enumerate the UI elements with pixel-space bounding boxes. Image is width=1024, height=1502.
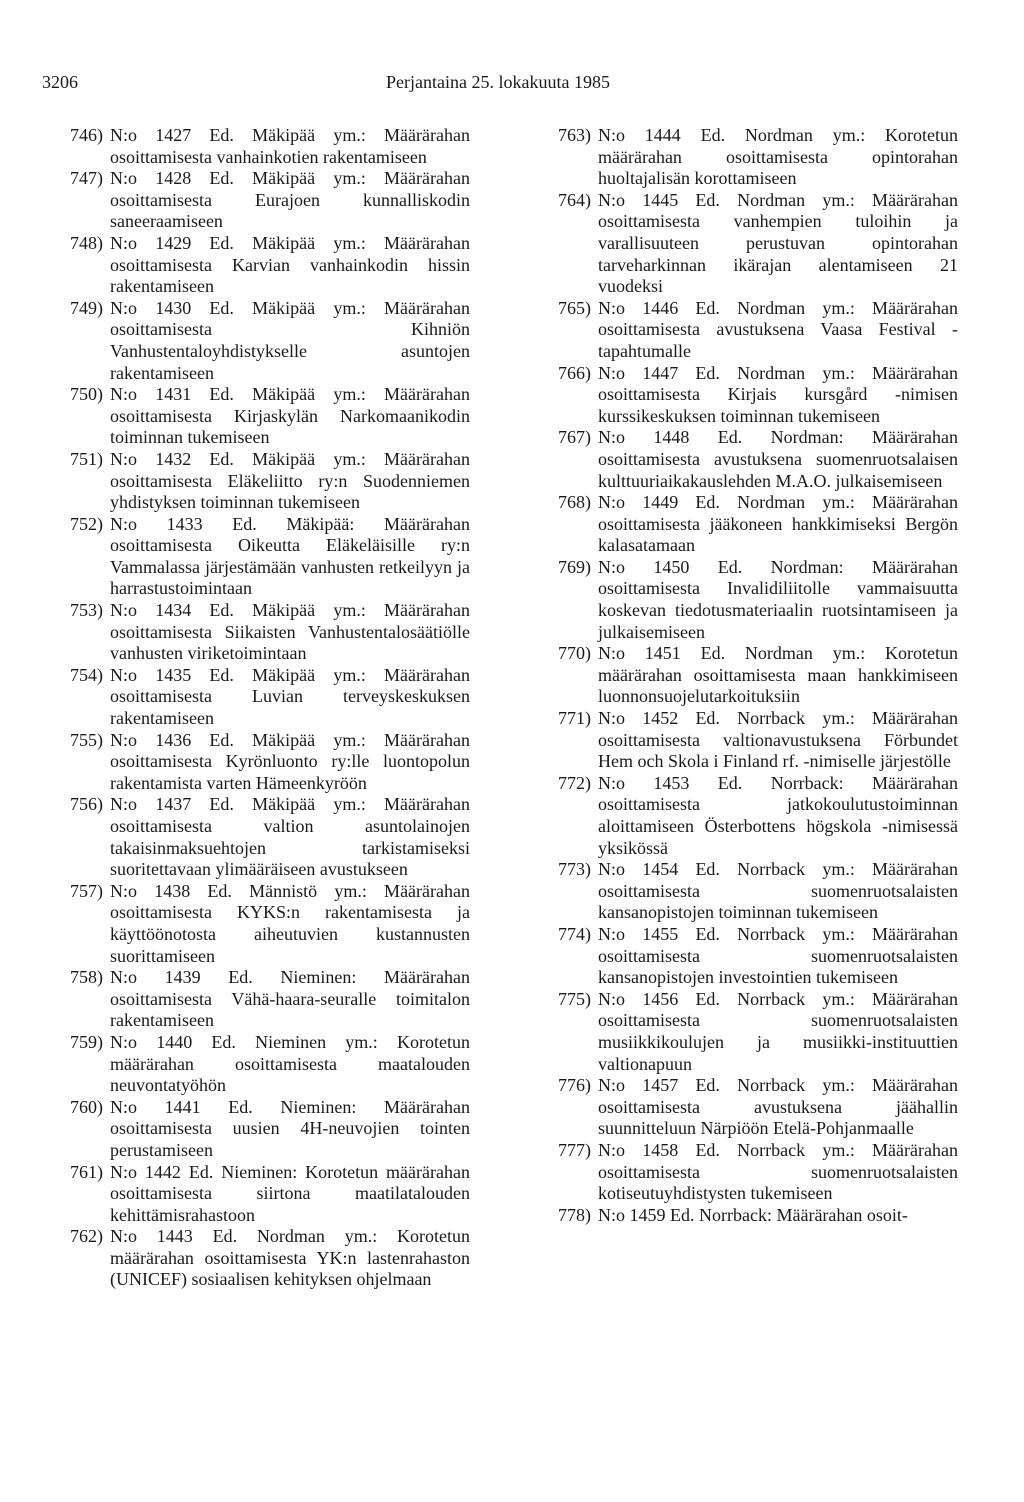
list-item [70, 125, 470, 168]
item-text: N:o 1449 Ed. Nordman ym.: Määrärahan osoittamisesta jääkoneen hankkimiseksi Bergön kalasatamaan [598, 492, 958, 556]
list-item [558, 492, 958, 557]
item-number: 760) [70, 1096, 103, 1117]
item-number: 772) [558, 772, 591, 793]
item-text: N:o 1457 Ed. Norrback ym.: Määrärahan osoittamisesta avustuksena jäähallin suunnitteluun Närpiöön Etelä-Pohjanmaalle [598, 1075, 958, 1139]
item-number: 755) [70, 729, 103, 750]
list-item [70, 384, 470, 449]
item-number: 766) [558, 362, 591, 383]
item-number: 758) [70, 967, 103, 988]
item-text: N:o 1441 Ed. Nieminen: Määrärahan osoittamisesta uusien 4H-neuvojien tointen perustamiseen [110, 1096, 470, 1160]
right-column [558, 125, 958, 1226]
item-number: 752) [70, 513, 103, 534]
list-item [70, 1226, 470, 1291]
item-number: 746) [70, 125, 103, 145]
list-item [558, 643, 958, 708]
item-number: 753) [70, 600, 103, 621]
list-item [558, 924, 958, 989]
item-text: N:o 1451 Ed. Nordman ym.: Korotetun määrärahan osoittamisesta maan hankkimiseen luonnonsuojelutarkoituksiin [598, 643, 958, 707]
list-item [70, 881, 470, 967]
item-text: N:o 1454 Ed. Norrback ym.: Määrärahan osoittamisesta suomenruotsalaisten kansanopistojen toiminnan tukemiseen [598, 859, 958, 923]
item-number: 759) [70, 1031, 103, 1052]
list-item [70, 1162, 470, 1227]
list-item [70, 1032, 470, 1097]
item-text: N:o 1435 Ed. Mäkipää ym.: Määrärahan osoittamisesta Luvian terveyskeskuksen rakentamiseen [110, 664, 470, 729]
item-number: 763) [558, 125, 591, 145]
item-text: N:o 1453 Ed. Norrback: Määrärahan osoittamisesta jatkokoulutustoiminnan aloittamiseen Österbottens högskola -nimisessä yksikössä [598, 772, 958, 858]
item-number: 750) [70, 384, 103, 405]
list-item [558, 190, 958, 298]
list-item [558, 1205, 958, 1227]
list-item [70, 233, 470, 298]
list-item [70, 665, 470, 730]
running-header-date: Perjantaina 25. lokakuuta 1985 [386, 72, 610, 92]
item-text: N:o 1434 Ed. Mäkipää ym.: Määrärahan osoittamisesta Siikaisten Vanhustentalosäätiölle vanhusten viriketoimintaan [110, 600, 470, 664]
item-number: 773) [558, 859, 591, 880]
item-text: N:o 1436 Ed. Mäkipää ym.: Määrärahan osoittamisesta Kyrönluonto ry:lle luontopolun rakentamista varten Hämeenkyröön [110, 729, 470, 793]
list-item [70, 298, 470, 384]
list-item [558, 427, 958, 492]
item-number: 775) [558, 988, 591, 1009]
list-item [70, 1097, 470, 1162]
item-text: N:o 1431 Ed. Mäkipää ym.: Määrärahan osoittamisesta Kirjaskylän Narkomaanikodin toiminnan tukemiseen [110, 384, 470, 448]
item-text: N:o 1447 Ed. Nordman ym.: Määrärahan osoittamisesta Kirjais kursgård -nimisen kurssikeskuksen toiminnan tukemiseen [598, 362, 958, 426]
item-number: 757) [70, 880, 103, 901]
item-number: 770) [558, 643, 591, 664]
list-item [558, 1140, 958, 1205]
item-number: 768) [558, 492, 591, 513]
item-number: 754) [70, 664, 103, 685]
item-text: N:o 1446 Ed. Nordman ym.: Määrärahan osoittamisesta avustuksena Vaasa Festival -tapahtumalle [598, 297, 958, 361]
item-number: 776) [558, 1075, 591, 1096]
item-text: N:o 1444 Ed. Nordman ym.: Korotetun määrärahan osoittamisesta opintorahan huoltajalisän korottamiseen [598, 125, 958, 189]
item-text: N:o 1442 Ed. Nieminen: Korotetun määrärahan osoittamisesta siirtona maatilatalouden kehittämisrahastoon [110, 1161, 470, 1225]
item-text: N:o 1430 Ed. Mäkipää ym.: Määrärahan osoittamisesta Kihniön Vanhustentaloyhdistykselle asuntojen rakentamiseen [110, 297, 470, 383]
list-item [70, 514, 470, 600]
item-text: N:o 1433 Ed. Mäkipää: Määrärahan osoittamisesta Oikeutta Eläkeläisille ry:n Vammalassa järjestämään vanhusten retkeilyyn ja harrastustoimintaan [110, 513, 470, 599]
list-item [70, 967, 470, 1032]
item-text: N:o 1439 Ed. Nieminen: Määrärahan osoittamisesta Vähä-haara-seuralle toimitalon rakentamiseen [110, 967, 470, 1031]
item-number: 748) [70, 232, 103, 253]
item-text: N:o 1432 Ed. Mäkipää ym.: Määrärahan osoittamisesta Eläkeliitto ry:n Suodenniemen yhdistyksen toiminnan tukemiseen [110, 448, 470, 513]
item-text: N:o 1428 Ed. Mäkipää ym.: Määrärahan osoittamisesta Eurajoen kunnalliskodin saneeraamiseen [110, 168, 470, 232]
list-item [558, 1075, 958, 1140]
list-item [558, 557, 958, 643]
item-number: 767) [558, 427, 591, 448]
item-text: N:o 1452 Ed. Norrback ym.: Määrärahan osoittamisesta valtionavustuksena Förbundet Hem och Skola i Finland rf. -nimiselle järjestölle [598, 708, 958, 772]
item-number: 774) [558, 923, 591, 944]
list-item [70, 168, 470, 233]
item-text: N:o 1450 Ed. Nordman: Määrärahan osoittamisesta Invalidiliitolle vammaisuutta koskevan tiedotusmateriaalin ruotsintamiseen ja julkaisemiseen [598, 556, 958, 642]
item-text: N:o 1448 Ed. Nordman: Määrärahan osoittamisesta avustuksena suomenruotsalaisen kulttuuriaikakauslehden M.A.O. julkaisemiseen [598, 427, 958, 491]
list-item [558, 363, 958, 428]
list-item [558, 125, 958, 190]
list-item [558, 989, 958, 1075]
item-number: 777) [558, 1139, 591, 1160]
item-number: 778) [558, 1204, 591, 1225]
item-number: 749) [70, 297, 103, 318]
item-text: N:o 1445 Ed. Nordman ym.: Määrärahan osoittamisesta vanhempien tuloihin ja varallisuuteen perustuvan opintorahan tarveharkinnan ikärajan alentamiseen 21 vuodeksi [598, 189, 958, 297]
item-text: N:o 1427 Ed. Mäkipää ym.: Määrärahan osoittamisesta vanhainkotien rakentamiseen [110, 125, 470, 167]
item-text: N:o 1459 Ed. Norrback: Määrärahan osoit- [598, 1204, 908, 1225]
item-text: N:o 1455 Ed. Norrback ym.: Määrärahan osoittamisesta suomenruotsalaisten kansanopistojen investointien tukemiseen [598, 923, 958, 988]
item-number: 764) [558, 189, 591, 210]
list-item [70, 600, 470, 665]
item-number: 747) [70, 168, 103, 189]
item-text: N:o 1443 Ed. Nordman ym.: Korotetun määrärahan osoittamisesta YK:n lastenrahaston (UNICEF) sosiaalisen kehityksen ohjelmaan [110, 1226, 470, 1290]
list-item [70, 730, 470, 795]
list-item [558, 773, 958, 859]
item-text: N:o 1437 Ed. Mäkipää ym.: Määrärahan osoittamisesta valtion asuntolainojen takaisinmaksuehtojen tarkistamiseksi suoritettavaan ylimääräiseen avustukseen [110, 794, 470, 880]
item-number: 751) [70, 448, 103, 469]
page-number: 3206 [42, 72, 78, 92]
list-item [70, 794, 470, 880]
item-text: N:o 1438 Ed. Männistö ym.: Määrärahan osoittamisesta KYKS:n rakentamisesta ja käyttöönotosta aiheutuvien kustannusten suorittamiseen [110, 880, 470, 966]
item-text: N:o 1456 Ed. Norrback ym.: Määrärahan osoittamisesta suomenruotsalaisten musiikkikoulujen ja musiikki-instituuttien valtionapuun [598, 988, 958, 1074]
list-item [558, 708, 958, 773]
item-number: 765) [558, 297, 591, 318]
list-item [70, 449, 470, 514]
item-number: 756) [70, 794, 103, 815]
item-text: N:o 1429 Ed. Mäkipää ym.: Määrärahan osoittamisesta Karvian vanhainkodin hissin rakentamiseen [110, 232, 470, 297]
item-number: 761) [70, 1161, 103, 1182]
list-item [558, 298, 958, 363]
item-number: 771) [558, 708, 591, 729]
item-text: N:o 1440 Ed. Nieminen ym.: Korotetun määrärahan osoittamisesta maatalouden neuvontatyöhön [110, 1031, 470, 1096]
item-number: 769) [558, 556, 591, 577]
item-number: 762) [70, 1226, 103, 1247]
item-text: N:o 1458 Ed. Norrback ym.: Määrärahan osoittamisesta suomenruotsalaisten kotiseutuyhdistysten tukemiseen [598, 1139, 958, 1204]
left-column [70, 125, 470, 1291]
list-item [558, 859, 958, 924]
